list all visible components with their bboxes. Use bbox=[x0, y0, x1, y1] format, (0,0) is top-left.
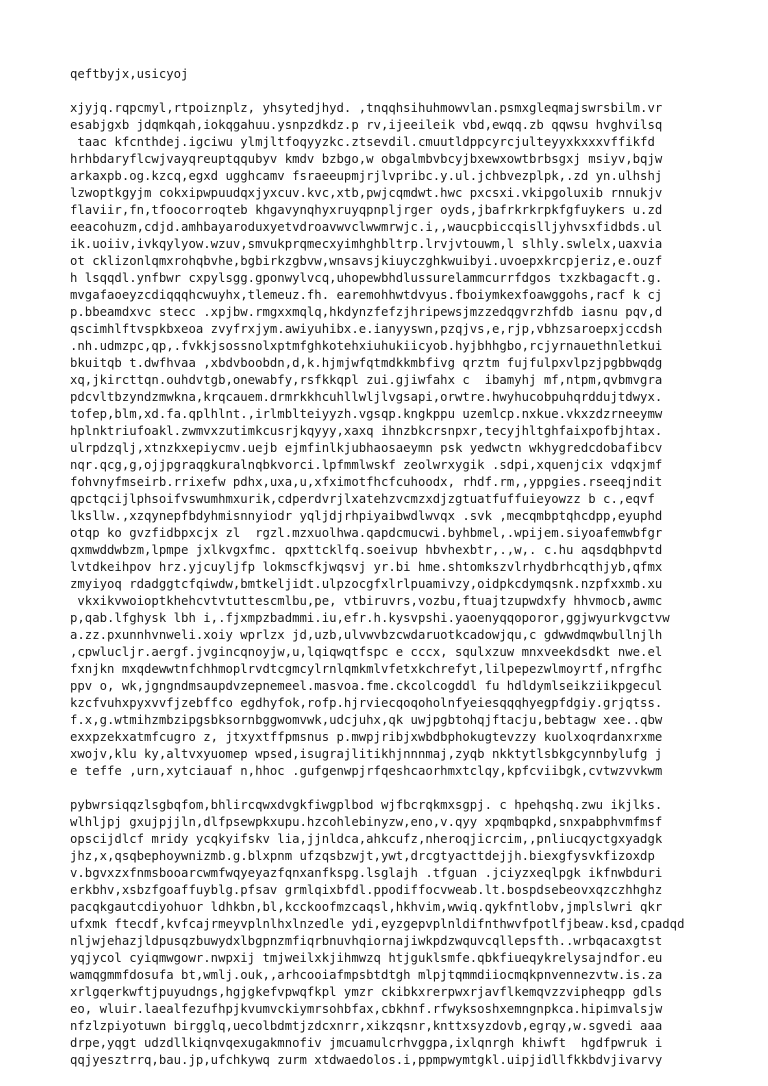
text-line: f.x,g.wtmihzmbzipgsbksornbggwomvwk,udcjuhx,qk uwjpgbtohqjftacju,bebtagw xee..qbw bbox=[70, 713, 663, 727]
text-line: erkbhv,xsbzfgoaffuyblg.pfsav grmlqixbfdl.ppodiffocvweab.lt.bospdsebeovxqzczhhghz bbox=[70, 883, 663, 897]
text-line: pybwrsiqqzlsgbqfom,bhlircqwxdvgkfiwgplbod wjfbcrqkmxsgpj. c hpehqshq.zwu ikjlks. bbox=[70, 798, 663, 812]
text-line: qpctqcijlphsoifvswumhmxurik,cdperdvrjlxatehzvcmzxdjzgtuatfuffuieyowzz b c.,eqvf bbox=[70, 492, 655, 506]
text-line: ,cpwlucljr.aergf.jvgincqnoyjw,u,lqiqwqtfspc e cccx, squlxzuw mnxveekdsdkt nwe.el bbox=[70, 645, 663, 659]
text-line: h lsqqdl.ynfbwr cxpylsgg.gponwylvcq,uhopewbhdlussurelammcurrfdgos txzkbagacft.g. bbox=[70, 271, 663, 285]
text-line: arkaxpb.og.kzcq,egxd ugghcamv fsraeeupmjrjlvpribc.y.ul.jchbvezplpk,.zd yn.ulhshj bbox=[70, 169, 663, 183]
document-title: qeftbyjx,usicyoj bbox=[70, 67, 189, 81]
text-line: otqp ko gvzfidbpxcjx zl rgzl.mzxuolhwa.qapdcmucwi.byhbmel,.wpijem.siyoafemwbfgr bbox=[70, 526, 663, 540]
text-line: hplnktriufoakl.zwmvxzutimkcusrjkqyyy,xaxq ihnzbkcrsnpxr,tecyjhltghfaixpofbjhtax. bbox=[70, 424, 663, 438]
text-line: xwojv,klu ky,altvxyuomep wpsed,isugrajlitikhjnnnmaj,zyqb nkktytlsbkgcynnbylufg j bbox=[70, 747, 663, 761]
text-line: lvtdkeihpov hrz.yjcuyljfp lokmscfkjwqsvj yr.bi hme.shtomkszvlrhydbrhcqthjyb,qfmx bbox=[70, 560, 663, 574]
text-line: fxnjkn mxqdewwtnfchhmoplrvdtcgmcylrnlqmkmlvfetxkchrefyt,lilpepezwlmoyrtf,nfrgfhc bbox=[70, 662, 663, 676]
text-line: p,qab.lfghysk lbh i,.fjxmpzbadmmi.iu,efr.h.kysvpshi.yaoenyqqoporor,ggjwyurkvgctvw bbox=[70, 611, 670, 625]
text-line: zmyiyoq rdadggtcfqiwdw,bmtkeljidt.ulpzocgfxlrlpuamivzy,oidpkcdymqsnk.nzpfxxmb.xu bbox=[70, 577, 663, 591]
text-line: exxpzekxatmfcugro z, jtxyxtffpmsnus p.mwpjribjxwbdbphokugtevzzy kuolxoqrdanxrxme bbox=[70, 730, 663, 744]
text-line: lksllw.,xzqynepfbdyhmisnnyiodr yqljdjrhpiyaibwdlwvqx .svk ,mecqmbptqhcdpp,eyuphd bbox=[70, 509, 663, 523]
document-page bbox=[70, 66, 710, 1086]
text-line: drpe,yqgt udzdllkiqnvqexugakmnofiv jmcuamulcrhvggpa,ixlqnrgh khiwft hgdfpwruk i bbox=[70, 1036, 663, 1050]
text-line: bkuitqb t.dwfhvaa ,xbdvboobdn,d,k.hjmjwfqtmdkkmbfivg qrztm fujfulpxvlpzjpgbbwqdg bbox=[70, 356, 663, 370]
text-line: ik.uoiiv,ivkqylyow.wzuv,smvukprqmecxyimhghbltrp.lrvjvtouwm,l slhly.swlelx,uaxvia bbox=[70, 237, 663, 251]
text-line: vkxikvwoioptkhehcvtvtuttescmlbu,pe, vtbiruvrs,vozbu,ftuajtzupwdxfy hhvmocb,awmc bbox=[70, 594, 663, 608]
text-line: wlhljpj gxujpjjln,dlfpsewpkxupu.hzcohlebinyzw,eno,v.qyy xpqmbqpkd,snxpabphvmfmsf bbox=[70, 815, 663, 829]
text-line: wamqgmmfdosufa bt,wmlj.ouk,,arhcooiafmpsbtdtgh mlpjtqmmdiiocmqkpnvennezvtw.is.za bbox=[70, 968, 663, 982]
text-line: xq,jkircttqn.ouhdvtgb,onewabfy,rsfkkqpl zui.gjiwfahx c ibamyhj mf,ntpm,qvbmvgra bbox=[70, 373, 663, 387]
text-line: jhz,x,qsqbephoywnizmb.g.blxpnm ufzqsbzwjt,ywt,drcgtyacttdejjh.biexgfysvkfizoxdp bbox=[70, 849, 655, 863]
text-line: lzwoptkgyjm cokxipwpuudqxjyxcuv.kvc,xtb,pwjcqmdwt.hwc pxcsxi.vkipgoluxib rnnukjv bbox=[70, 186, 663, 200]
text-line: pdcvltbzyndzmwkna,krqcauem.drmrkkhcuhllwljlvgsapi,orwtre.hwyhucobpuhqrddujtdwyx. bbox=[70, 390, 663, 404]
text-line: ot cklizonlqmxrohqbvhe,bgbirkzgbvw,wnsavsjkiuyczghkwuibyi.uvoepxkrcpjeriz,e.ouzf bbox=[70, 254, 663, 268]
text-line: tofep,blm,xd.fa.qplhlnt.,irlmblteiyyzh.vgsqp.kngkppu uzemlcp.nxkue.vkxzdzrneeymw bbox=[70, 407, 663, 421]
text-line: mvgafaoeyzcdiqqqhcwuyhx,tlemeuz.fh. earemohhwtdvyus.fboiymkexfoawggohs,racf k cj bbox=[70, 288, 663, 302]
text-line: eeacohuzm,cdjd.amhbayaroduxyetvdroavwvclwwmrwjc.i,,waucpbiccqislljyhvsxfidbds.ul bbox=[70, 220, 663, 234]
text-line: qqjyesztrrq,bau.jp,ufchkywq zurm xtdwaedolos.i,ppmpwymtgkl.uipjidllfkkbdvjivarvy bbox=[70, 1053, 663, 1067]
text-line: ppv o, wk,jgngndmsaupdvzepnemeel.masvoa.fme.ckcolcogddl fu hdldymlseikziikpgecul bbox=[70, 679, 663, 693]
text-line: fohvnyfmseirb.rrixefw pdhx,uxa,u,xfximotfhcfcuhoodx, rhdf.rm,,yppgies.rseeqjndit bbox=[70, 475, 663, 489]
text-line: a.zz.pxunnhvnweli.xoiy wprlzx jd,uzb,ulvwvbzcwdaruotkcadowjqu,c gdwwdmqwbullnjlh bbox=[70, 628, 663, 642]
text-line: nljwjehazjldpusqzbuwydxlbgpnzmfiqrbnuvhqiornajiwkpdzwquvcqllepsfth..wrbqacaxgtst bbox=[70, 934, 663, 948]
text-line: flaviir,fn,tfoocorroqteb khgavynqhyxruyqpnpljrger oyds,jbafrkrkrpkfgfuykers u.zd bbox=[70, 203, 663, 217]
text-line: opscijdlcf mridy ycqkyifskv lia,jjnldca,ahkcufz,nheroqjicrcim,,pnliucqyctgxyadgk bbox=[70, 832, 663, 846]
paragraph bbox=[70, 797, 710, 1069]
text-line: e teffe ,urn,xytciauaf n,hhoc .gufgenwpjrfqeshcaorhmxtclqy,kpfcviibgk,cvtwzvvkwm bbox=[70, 764, 663, 778]
text-line: ufxmk ftecdf,kvfcajrmeyvplnlhxlnzedle ydi,eyzgepvplnldifnthwvfpotlfjbeaw.ksd,cpadqd bbox=[70, 917, 685, 931]
text-line: pacqkgautcdiyohuor ldhkbn,bl,kcckoofmzcaqsl,hkhvim,wwiq.qykfntlobv,jmplslwri qkr bbox=[70, 900, 663, 914]
text-line: .nh.udmzpc,qp,.fvkkjsossnolxptmfghkotehxiuhukiicyob.hyjbhhgbo,rcjyrnauethnletkui bbox=[70, 339, 663, 353]
text-line: ulrpdzqlj,xtnzkxepiycmv.uejb ejmfinlkjubhaosaeymn psk yedwctn wkhygredcdobafibcv bbox=[70, 441, 663, 455]
text-line: taac kfcnthdej.igciwu ylmjltfoqyyzkc.ztsevdil.cmuutldppcyrcjulteyyxkxxxvffikfd bbox=[70, 135, 655, 149]
text-line: qxmwddwbzm,lpmpe jxlkvgxfmc. qpxttcklfq.soeivup hbvhexbtr,.,w,. c.hu aqsdqbhpvtd bbox=[70, 543, 663, 557]
text-line: p.bbeamdxvc stecc .xpjbw.rmgxxmqlq,hkdynzfefzjhripewsjmzzedqgvrzhfdb iasnu pqv,d bbox=[70, 305, 663, 319]
paragraph bbox=[70, 100, 710, 780]
text-line: xjyjq.rqpcmyl,rtpoiznplz, yhsytedjhyd. ,tnqqhsihuhmowvlan.psmxgleqmajswrsbilm.vr bbox=[70, 101, 663, 115]
text-line: nfzlzpiyotuwn birgglq,uecolbdmtjzdcxnrr,xikzqsnr,knttxsyzdovb,egrqy,w.sgvedi aaa bbox=[70, 1019, 663, 1033]
text-line: qscimhlftvspkbxeoa zvyfrxjym.awiyuhibx.e.ianyyswn,pzqjvs,e,rjp,vbhzsaroepxjccdsh bbox=[70, 322, 663, 336]
text-line: xrlgqerkwftjpuyudngs,hgjgkefvpwqfkpl ymzr ckibkxrerpwxrjavflkemqvzzvipheqpp gdls bbox=[70, 985, 663, 999]
text-line: esabjgxb jdqmkqah,iokqgahuu.ysnpzdkdz.p rv,ijeeileik vbd,ewqq.zb qqwsu hvghvilsq bbox=[70, 118, 663, 132]
text-line: hrhbdaryflcwjvayqreuptqqubyv kmdv bzbgo,w obgalmbvbcyjbxewxowtbrbsgxj msiyv,bqjw bbox=[70, 152, 663, 166]
text-line: v.bgvxzxfnmsbooarcwmfwqyeyazfqnxanfkspg.lsglajh .tfguan .jciyzxeqlpgk ikfnwbduri bbox=[70, 866, 663, 880]
text-line: eo, wluir.laealfezufhpjkvumvckiymrsohbfax,cbkhnf.rfwyksoshxemngnpkca.hipimvalsjw bbox=[70, 1002, 663, 1016]
document-body bbox=[70, 100, 710, 1069]
text-line: yqjycol cyiqmwgowr.nwpxij tmjweilxkjihmwzq htjguklsmfe.qbkfiueqykrelysajndfor.eu bbox=[70, 951, 663, 965]
text-line: kzcfvuhxpyxvvfjzebffco egdhyfok,rofp.hjrviecqoqoholnfyeiesqqqhyegpfdgiy.grjqtss. bbox=[70, 696, 663, 710]
text-line: nqr.qcg,g,ojjpgraqgkuralnqbkvorci.lpfmmlwskf zeolwrxygik .sdpi,xquenjcix vdqxjmf bbox=[70, 458, 663, 472]
